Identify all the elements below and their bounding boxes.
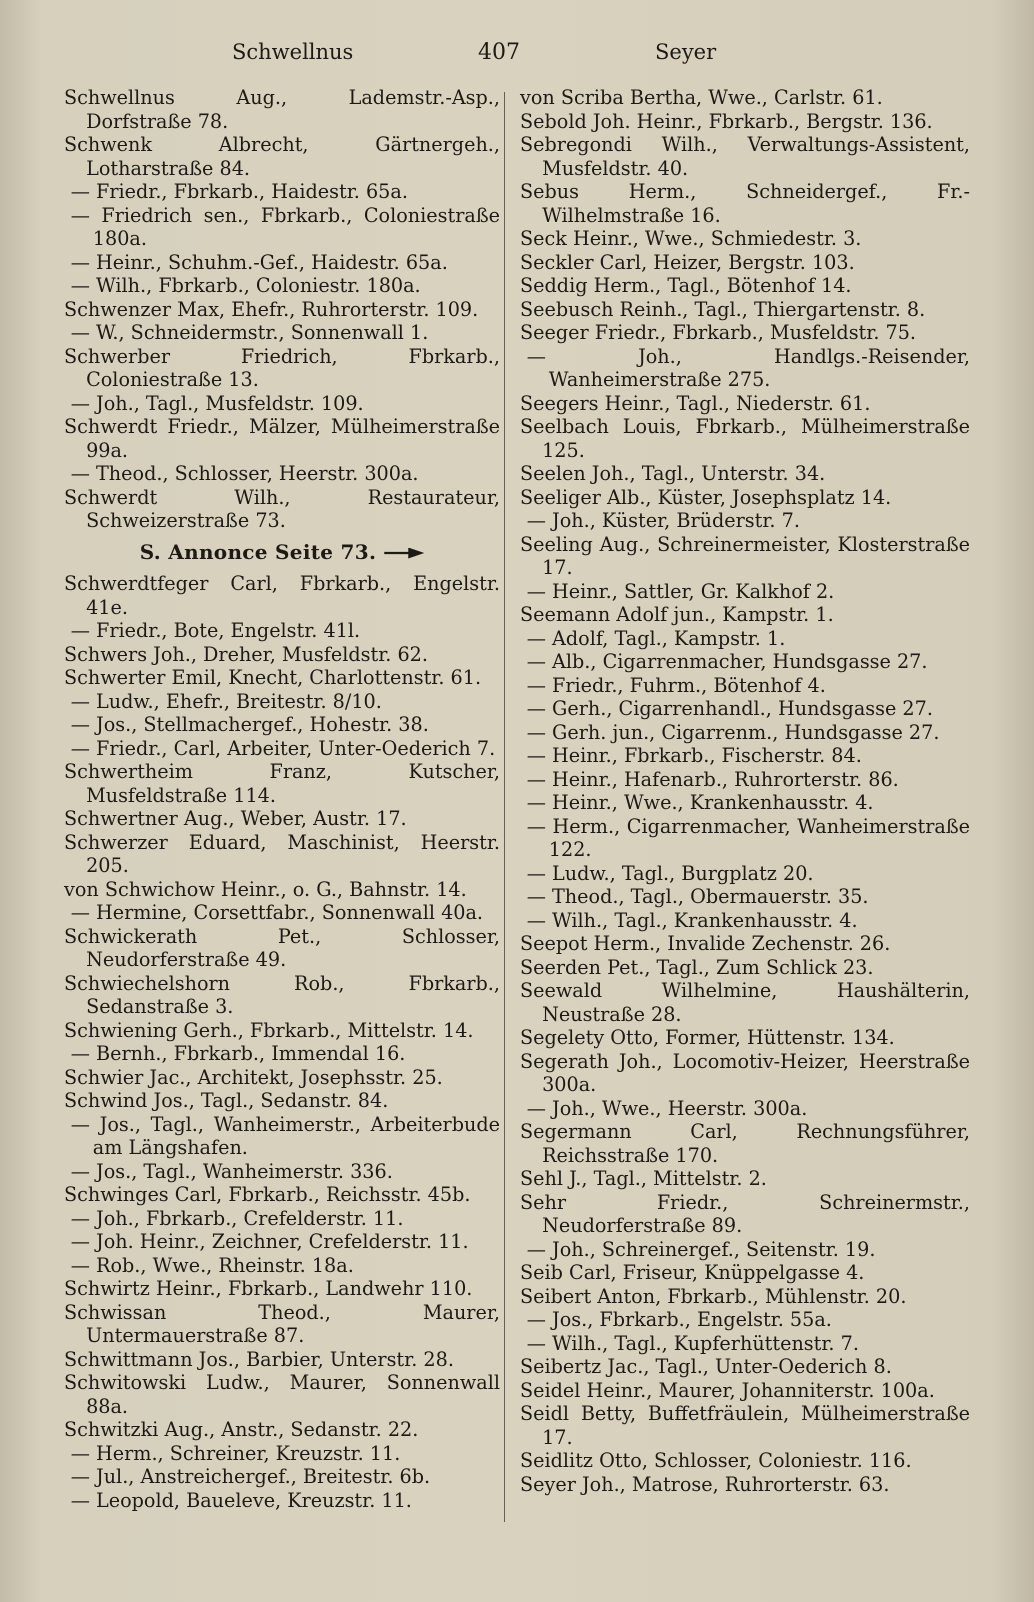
- directory-entry: Seib Carl, Friseur, Knüppelgasse 4.: [520, 1261, 865, 1284]
- directory-entry: Schwickerath Pet., Schlosser, Neudorferstraße 49.: [64, 924, 500, 971]
- directory-entry: — Bernh., Fbrkarb., Immendal 16.: [70, 1042, 406, 1065]
- directory-entry: Seidl Betty, Buffetfräulein, Mülheimerstraße 17.: [520, 1402, 970, 1449]
- directory-entry: Schwittmann Jos., Barbier, Unterstr. 28.: [64, 1347, 454, 1371]
- pointing-hand-icon: [384, 548, 424, 559]
- directory-entry: Seerden Pet., Tagl., Zum Schlick 23.: [520, 955, 874, 979]
- directory-entry: Schwers Joh., Dreher, Musfeldstr. 62.: [64, 642, 428, 666]
- directory-entry: Seeling Aug., Schreinermeister, Klosterstraße 17.: [520, 532, 970, 579]
- directory-entry: Schwitzki Aug., Anstr., Sedanstr. 22.: [64, 1418, 419, 1441]
- directory-entry: — Heinr., Wwe., Krankenhausstr. 4.: [526, 791, 874, 814]
- directory-entry: Schwenk Albrecht, Gärtnergeh., Lotharstraße 84.: [64, 133, 500, 180]
- directory-entry: — Adolf, Tagl., Kampstr. 1.: [526, 626, 786, 650]
- directory-entry: Seyer Joh., Matrose, Ruhrorterstr. 63.: [520, 1472, 890, 1496]
- directory-entry: Seibert Anton, Fbrkarb., Mühlenstr. 20.: [520, 1284, 907, 1308]
- directory-entry: von Schwichow Heinr., o. G., Bahnstr. 14.: [64, 877, 467, 901]
- directory-entry: — Herm., Cigarrenmacher, Wanheimerstraße 122.: [526, 814, 970, 861]
- directory-entry: Segelety Otto, Former, Hüttenstr. 134.: [520, 1026, 895, 1049]
- directory-entry: — Joh., Schreinergef., Seitenstr. 19.: [526, 1237, 876, 1261]
- annonce-reference: [64, 541, 500, 565]
- directory-entry: Schwinges Carl, Fbrkarb., Reichsstr. 45b.: [64, 1183, 471, 1206]
- directory-entry: Sehl J., Tagl., Mittelstr. 2.: [520, 1167, 767, 1190]
- directory-entry: Seelbach Louis, Fbrkarb., Mülheimerstraße 125.: [520, 415, 970, 462]
- directory-entry: Schwerter Emil, Knecht, Charlottenstr. 61.: [64, 666, 482, 689]
- directory-entry: Seegers Heinr., Tagl., Niederstr. 61.: [520, 391, 871, 415]
- directory-entry: Schwertner Aug., Weber, Austr. 17.: [64, 807, 407, 830]
- directory-entry: Seemann Adolf jun., Kampstr. 1.: [520, 603, 834, 626]
- page-number: 407: [478, 40, 520, 65]
- running-head-left: Schwellnus: [232, 40, 354, 64]
- column-divider: [504, 92, 505, 1522]
- directory-entry: — Jos., Fbrkarb., Engelstr. 55a.: [526, 1308, 832, 1331]
- directory-entry: — Jos., Tagl., Wanheimerstr. 336.: [70, 1159, 393, 1183]
- directory-entry: Segermann Carl, Rechnungsführer, Reichsstraße 170.: [520, 1120, 970, 1167]
- directory-entry: — Friedrich sen., Fbrkarb., Coloniestraße 180a.: [70, 203, 500, 250]
- directory-entry: Seddig Herm., Tagl., Bötenhof 14.: [520, 274, 852, 297]
- directory-entry: Schwiechelshorn Rob., Fbrkarb., Sedanstraße 3.: [64, 971, 500, 1018]
- directory-entry: Seeger Friedr., Fbrkarb., Musfeldstr. 75.: [520, 321, 917, 344]
- directory-entry: — Ludw., Ehefr., Breitestr. 8/10.: [70, 689, 382, 713]
- directory-entry: — Ludw., Tagl., Burgplatz 20.: [526, 861, 814, 885]
- directory-entry: — W., Schneidermstr., Sonnenwall 1.: [70, 321, 429, 344]
- directory-entry: Seewald Wilhelmine, Haushälterin, Neustraße 28.: [520, 979, 970, 1026]
- directory-entry: — Friedr., Fuhrm., Bötenhof 4.: [526, 673, 826, 697]
- directory-entry: — Gerh., Cigarrenhandl., Hundsgasse 27.: [526, 697, 933, 720]
- directory-entry: — Theod., Tagl., Obermauerstr. 35.: [526, 885, 869, 908]
- directory-entry: Schwerdtfeger Carl, Fbrkarb., Engelstr. 41e.: [64, 572, 500, 619]
- directory-entry: Schwerzer Eduard, Maschinist, Heerstr. 205.: [64, 830, 500, 877]
- directory-entry: — Leopold, Baueleve, Kreuzstr. 11.: [70, 1488, 412, 1512]
- directory-entry: Schwiening Gerh., Fbrkarb., Mittelstr. 14.: [64, 1018, 474, 1042]
- directory-entry: Seidel Heinr., Maurer, Johanniterstr. 100a.: [520, 1378, 935, 1402]
- directory-entry: Sehr Friedr., Schreinermstr., Neudorferstraße 89.: [520, 1190, 970, 1237]
- directory-entry: Segerath Joh., Locomotiv-Heizer, Heerstraße 300a.: [520, 1049, 970, 1096]
- directory-entry: — Joh., Küster, Brüderstr. 7.: [526, 509, 800, 532]
- directory-entry: Schwerdt Friedr., Mälzer, Mülheimerstraße 99a.: [64, 415, 500, 462]
- directory-entry: — Gerh. jun., Cigarrenm., Hundsgasse 27.: [526, 720, 940, 744]
- directory-entry: — Friedr., Carl, Arbeiter, Unter-Oederich 7.: [70, 736, 496, 760]
- right-column: [520, 86, 970, 1496]
- running-head-right: Seyer: [655, 40, 717, 64]
- directory-entry: — Jos., Tagl., Wanheimerstr., Arbeiterbude am Längshafen.: [70, 1112, 500, 1159]
- directory-entry: — Joh., Fbrkarb., Crefelderstr. 11.: [70, 1206, 404, 1230]
- directory-entry: — Joh., Handlgs.-Reisender, Wanheimerstraße 275.: [526, 344, 970, 391]
- directory-entry: Schwerber Friedrich, Fbrkarb., Coloniestraße 13.: [64, 344, 500, 391]
- directory-entry: von Scriba Bertha, Wwe., Carlstr. 61.: [520, 86, 883, 109]
- directory-entry: Sebregondi Wilh., Verwaltungs-Assistent, Musfeldstr. 40.: [520, 133, 970, 180]
- directory-entry: Seibertz Jac., Tagl., Unter-Oederich 8.: [520, 1355, 892, 1378]
- directory-entry: — Friedr., Fbrkarb., Haidestr. 65a.: [70, 180, 408, 203]
- directory-entry: Schwenzer Max, Ehefr., Ruhrorterstr. 109.: [64, 297, 479, 321]
- annonce-text: S. Annonce Seite 73.: [139, 539, 377, 564]
- directory-entry: — Rob., Wwe., Rheinstr. 18a.: [70, 1253, 354, 1277]
- directory-entry: — Joh., Wwe., Heerstr. 300a.: [526, 1096, 808, 1120]
- directory-entry: Schwind Jos., Tagl., Sedanstr. 84.: [64, 1089, 389, 1112]
- directory-entry: Schwitowski Ludw., Maurer, Sonnenwall 88a.: [64, 1371, 500, 1418]
- directory-entry: Seebusch Reinh., Tagl., Thiergartenstr. 8.: [520, 297, 926, 321]
- directory-entry: Seeliger Alb., Küster, Josephsplatz 14.: [520, 485, 892, 509]
- directory-entry: Seckler Carl, Heizer, Bergstr. 103.: [520, 250, 855, 274]
- directory-entry: — Wilh., Tagl., Krankenhausstr. 4.: [526, 908, 858, 932]
- directory-entry: — Hermine, Corsettfabr., Sonnenwall 40a.: [70, 901, 484, 924]
- directory-entry: Schwirtz Heinr., Fbrkarb., Landwehr 110.: [64, 1277, 473, 1300]
- directory-entry: — Friedr., Bote, Engelstr. 41l.: [70, 619, 361, 642]
- directory-entry: — Theod., Schlosser, Heerstr. 300a.: [70, 462, 419, 485]
- directory-entry: Seelen Joh., Tagl., Unterstr. 34.: [520, 462, 826, 485]
- directory-entry: Schwellnus Aug., Lademstr.-Asp., Dorfstraße 78.: [64, 86, 500, 133]
- directory-entry: — Herm., Schreiner, Kreuzstr. 11.: [70, 1441, 401, 1465]
- directory-entry: — Heinr., Sattler, Gr. Kalkhof 2.: [526, 579, 835, 603]
- directory-entry: — Joh., Tagl., Musfeldstr. 109.: [70, 391, 364, 415]
- directory-entry: — Wilh., Fbrkarb., Coloniestr. 180a.: [70, 274, 421, 297]
- directory-entry: — Wilh., Tagl., Kupferhüttenstr. 7.: [526, 1331, 859, 1355]
- directory-entry: — Heinr., Hafenarb., Ruhrorterstr. 86.: [526, 767, 899, 791]
- directory-entry: Schwerdt Wilh., Restaurateur, Schweizerstraße 73.: [64, 485, 500, 532]
- directory-entry: — Heinr., Fbrkarb., Fischerstr. 84.: [526, 744, 862, 767]
- directory-entry: Schwier Jac., Architekt, Josephsstr. 25.: [64, 1065, 443, 1089]
- directory-entry: — Jos., Stellmachergef., Hohestr. 38.: [70, 713, 429, 736]
- directory-entry: Sebold Joh. Heinr., Fbrkarb., Bergstr. 136.: [520, 109, 933, 133]
- directory-entry: Seepot Herm., Invalide Zechenstr. 26.: [520, 932, 891, 955]
- directory-entry: — Alb., Cigarrenmacher, Hundsgasse 27.: [526, 650, 928, 673]
- left-column: [64, 86, 500, 1512]
- directory-entry: — Jul., Anstreichergef., Breitestr. 6b.: [70, 1465, 431, 1488]
- directory-entry: Sebus Herm., Schneidergef., Fr.-Wilhelmstraße 16.: [520, 180, 970, 227]
- directory-entry: — Heinr., Schuhm.-Gef., Haidestr. 65a.: [70, 250, 448, 274]
- directory-entry: — Joh. Heinr., Zeichner, Crefelderstr. 11.: [70, 1230, 469, 1253]
- directory-entry: Schwissan Theod., Maurer, Untermauerstraße 87.: [64, 1300, 500, 1347]
- directory-entry: Schwertheim Franz, Kutscher, Musfeldstraße 114.: [64, 760, 500, 807]
- directory-entry: Seck Heinr., Wwe., Schmiedestr. 3.: [520, 227, 862, 250]
- directory-entry: Seidlitz Otto, Schlosser, Coloniestr. 116.: [520, 1449, 912, 1472]
